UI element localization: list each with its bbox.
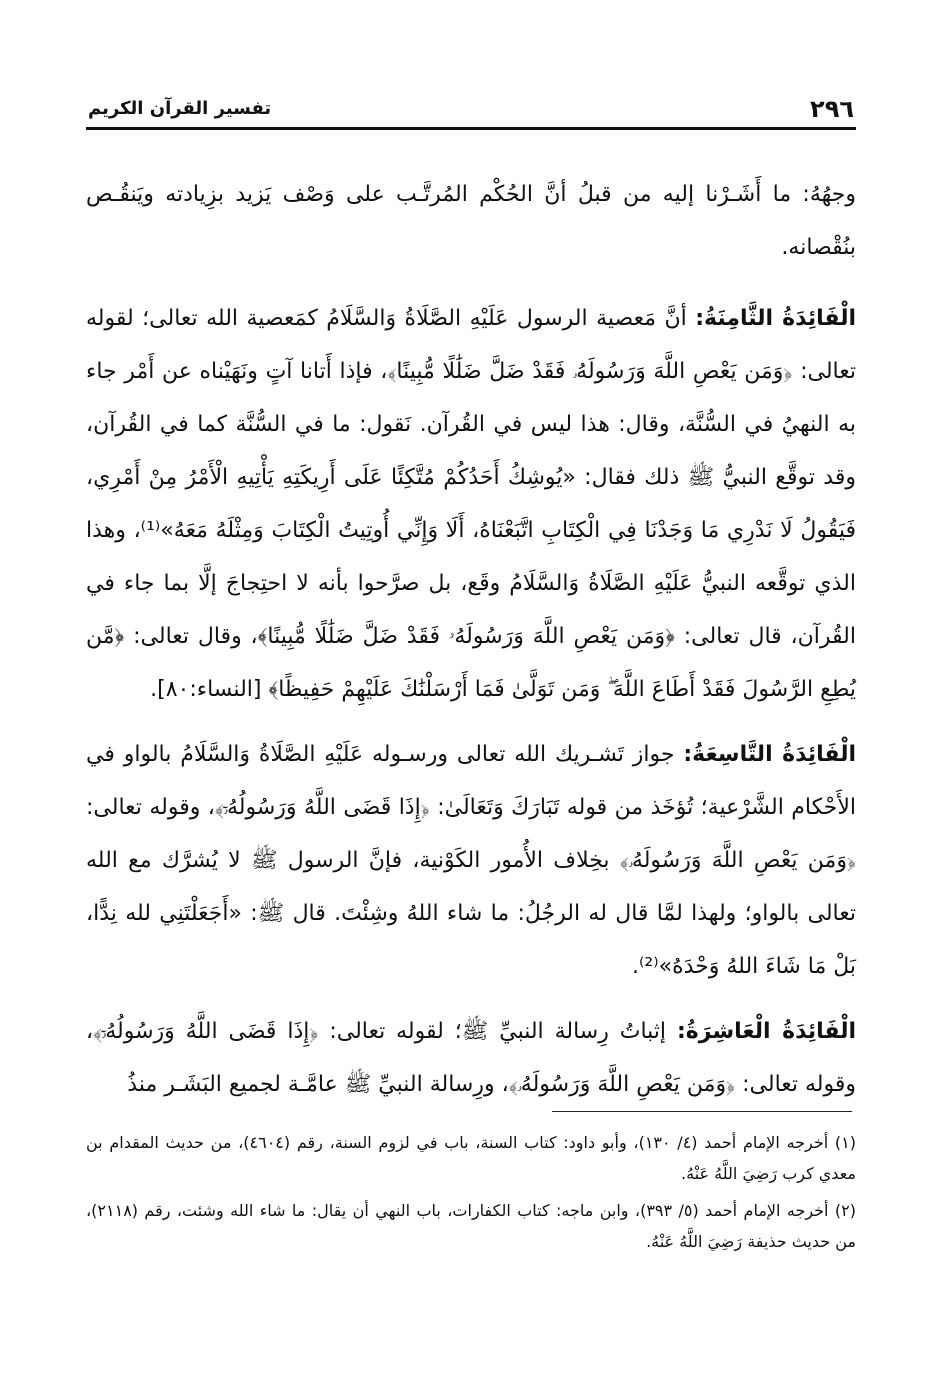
body-text (86, 168, 856, 1123)
paragraph-lead: الْفَائِدَةُ التَّاسِعَةُ: (683, 742, 856, 767)
paragraph-body: جواز تَشـريك الله تعالى ورسـوله عَلَيْهِ الصَّلَاةُ وَالسَّلَامُ بالواو في الأَحْكام الشَّرْعية؛ تُؤخَذ من قوله تَبَارَكَ وَتَعَالَىٰ: ﴿إِذَا قَضَى اللَّهُ وَرَسُولُهُۥٓ﴾، وقوله تعالى: ﴿وَمَن يَعْصِ اللَّهَ وَرَسُولَهُۥ﴾ بخِلاف الأُمور الكَوْنية، فإنَّ الرسول ﷺ لا يُشرَّك مع الله تعالى بالواو؛ ولهذا لمَّا قال له الرجُلُ: ما شاء اللهُ وشِئْتَ. قال ﷺ: «أَجَعَلْتَنِي لله نِدًّا، بَلْ مَا شَاءَ اللهُ وَحْدَهُ»⁽²⁾. (86, 742, 856, 979)
page-header (88, 92, 854, 124)
footnote-1: (١) أخرجه الإمام أحمد (٤/ ١٣٠)، وأبو داود: كتاب السنة، باب في لزوم السنة، رقم (٤٦٠٤)، من حديث المقدام بن معدي كرب رَضِيَ اللَّهُ عَنْهُ. (86, 1133, 857, 1183)
paragraph-intro (86, 168, 856, 274)
paragraph-benefit-9 (86, 728, 856, 993)
paragraph-benefit-8 (86, 292, 856, 716)
paragraph-lead: الْفَائِدَةُ الْعَاشِرَةُ: (676, 1019, 856, 1044)
paragraph-body: وجهُهُ: ما أَشَـرْنا إليه من قبلُ أنَّ الحُكْم المُرتَّـب على وَصْف يَزيد بزِيادته ويَنقُـص بنُقْصانه. (86, 182, 856, 260)
footnote-divider (552, 1111, 852, 1112)
footnote-2: (٢) أخرجه الإمام أحمد (٥/ ٣٩٣)، وابن ماجه: كتاب الكفارات، باب النهي أن يقال: ما شاء الله وشئت، رقم (٢١١٨)، من حديث حذيفة رَضِيَ اللَّهُ عَنْهُ. (86, 1201, 856, 1251)
book-title: تفسير القرآن الكريم (88, 98, 272, 119)
paragraph-lead: الْفَائِدَةُ الثَّامِنَةُ: (695, 306, 856, 331)
paragraph-benefit-10 (86, 1005, 856, 1111)
paragraph-body: إثباتُ رِسالة النبيِّ ﷺ؛ لقوله تعالى: ﴿إِذَا قَضَى اللَّهُ وَرَسُولُهُۥٓ﴾، وقوله تعالى: ﴿وَمَن يَعْصِ اللَّهَ وَرَسُولَهُۥ﴾، ورِسالة النبيِّ ﷺ عامَّـة لجميع البَشَـر منذُ (86, 1019, 856, 1097)
footnotes (86, 1127, 856, 1263)
header-divider (86, 127, 856, 130)
page-number: ٢٩٦ (810, 95, 854, 123)
paragraph-body: أنَّ مَعصية الرسول عَلَيْهِ الصَّلَاةُ وَالسَّلَامُ كمَعصية الله تعالى؛ لقوله تعالى: ﴿وَمَن يَعْصِ اللَّهَ وَرَسُولَهُۥ فَقَدْ ضَلَّ ضَلَٰلًا مُّبِينًا﴾، فإذا أَتانا آتٍ ونَهَيْناه عن أَمْر جاء به النهيُ في السُّنَّة، وقال: هذا ليس في القُرآن. نَقول: ما في السُّنَّة كما في القُرآن، وقد توقَّع النبيُّ ﷺ ذلك فقال: «يُوشِكُ أَحَدُكُمْ مُتَّكِئًا عَلَى أَرِيكَتِهِ يَأْتِيهِ الْأَمْرُ مِنْ أَمْرِي، فَيَقُولُ لَا نَدْرِي مَا وَجَدْنَا فِي الْكِتَابِ اتَّبَعْنَاهُ، أَلَا وَإِنِّي أُوتِيتُ الْكِتَابَ وَمِثْلَهُ مَعَهُ»⁽¹⁾، وهذا الذي توقَّعه النبيُّ عَلَيْهِ الصَّلَاةُ وَالسَّلَامُ وقَع، بل صرَّحوا بأنه لا احتِجاجَ إلَّا بما جاء في القُرآن، قال تعالى: ﴿وَمَن يَعْصِ اللَّهَ وَرَسُولَهُۥ فَقَدْ ضَلَّ ضَلَٰلًا مُّبِينًا﴾، وقال تعالى: ﴿مَّن يُطِعِ الرَّسُولَ فَقَدْ أَطَاعَ اللَّهَ ۖ وَمَن تَوَلَّىٰ فَمَا أَرْسَلْنَٰكَ عَلَيْهِمْ حَفِيظًا﴾ [النساء:٨٠]. (86, 306, 856, 702)
